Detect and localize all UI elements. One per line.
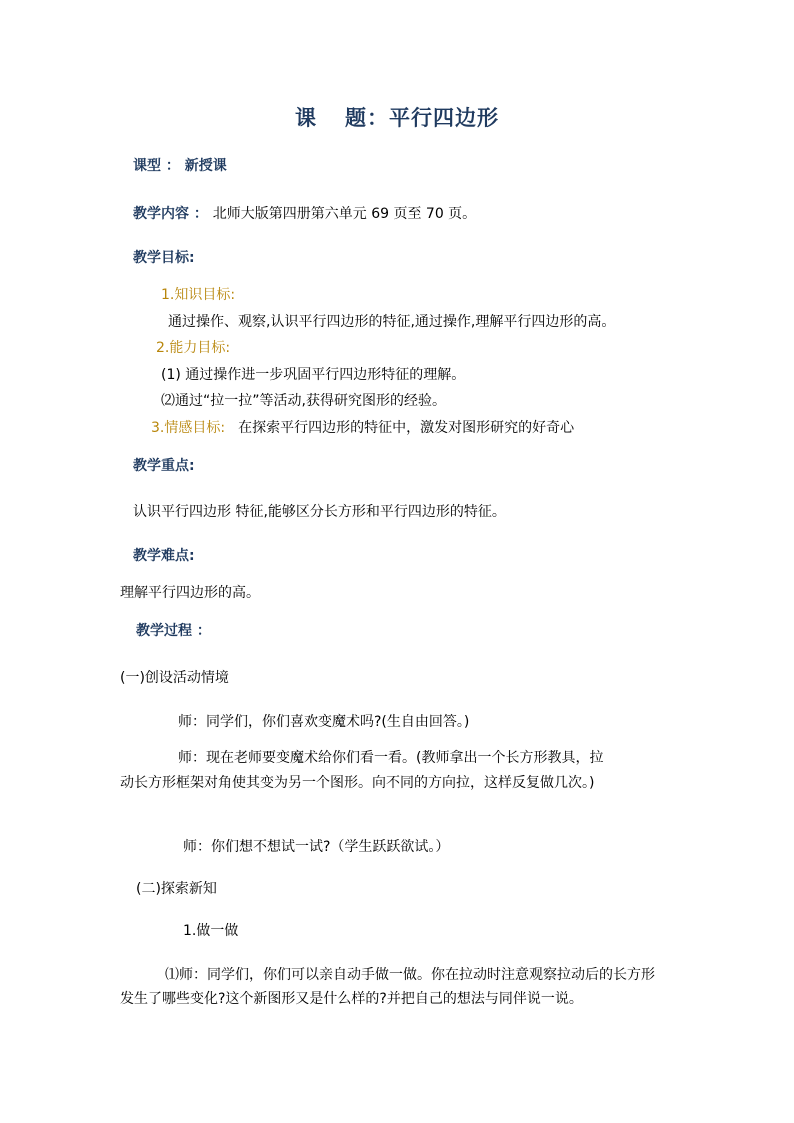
key-point-heading: 教学重点: xyxy=(133,458,195,474)
section-2-heading: (二)探索新知 xyxy=(136,881,217,897)
emotion-objective-label: 3.情感目标: xyxy=(151,420,226,436)
lesson-title xyxy=(0,102,794,132)
emotion-objective-row xyxy=(151,417,574,437)
section-1-heading: (一)创设活动情境 xyxy=(120,670,229,686)
paragraph-1: 师：同学们，你们喜欢变魔术吗?(生自由回答。) xyxy=(178,714,470,730)
paragraph-3: 师：你们想不想试一试?（学生跃跃欲试。） xyxy=(183,839,450,855)
ability-objective-item-1: (1) 通过操作进一步巩固平行四边形特征的理解。 xyxy=(161,367,466,383)
knowledge-objective-text: 通过操作、观察,认识平行四边形的特征,通过操作,理解平行四边形的高。 xyxy=(168,314,616,330)
content-label: 教学内容 ： xyxy=(133,206,208,222)
lesson-type-label: 课型 ： xyxy=(133,158,180,174)
objectives-heading: 教学目标: xyxy=(133,250,195,266)
ability-objective-label: 2.能力目标: xyxy=(156,340,231,356)
emotion-objective-text: 在探索平行四边形的特征中，激发对图形研究的好奇心 xyxy=(238,420,575,436)
title-part1: 课 xyxy=(295,106,317,130)
title-part2: 题：平行四边形 xyxy=(345,106,499,130)
key-point-text: 认识平行四边形 特征,能够区分长方形和平行四边形的特征。 xyxy=(133,504,506,520)
paragraph-2-line-1: 师：现在老师要变魔术给你们看一看。(教师拿出一个长方形教具，拉 xyxy=(178,750,604,766)
paragraph-4-line-2: 发生了哪些变化?这个新图形又是什么样的?并把自己的想法与同伴说一说。 xyxy=(120,991,583,1007)
paragraph-2-line-2: 动长方形框架对角使其变为另一个图形。向不同的方向拉，这样反复做几次。) xyxy=(120,775,595,791)
content-row xyxy=(133,203,476,223)
lesson-type-row xyxy=(133,155,227,175)
difficulty-heading: 教学难点: xyxy=(133,548,195,564)
process-heading: 教学过程 ： xyxy=(136,623,211,639)
lesson-type-value: 新授课 xyxy=(184,158,227,174)
difficulty-text: 理解平行四边形的高。 xyxy=(120,585,260,601)
ability-objective-item-2: ⑵通过“拉一拉”等活动,获得研究图形的经验。 xyxy=(161,393,446,409)
content-value: 北师大版第四册第六单元 69 页至 70 页。 xyxy=(212,206,477,222)
paragraph-4-line-1: ⑴师：同学们，你们可以亲自动手做一做。你在拉动时注意观察拉动后的长方形 xyxy=(165,967,655,983)
knowledge-objective-label: 1.知识目标: xyxy=(161,287,236,303)
step-1-heading: 1.做一做 xyxy=(183,923,239,939)
